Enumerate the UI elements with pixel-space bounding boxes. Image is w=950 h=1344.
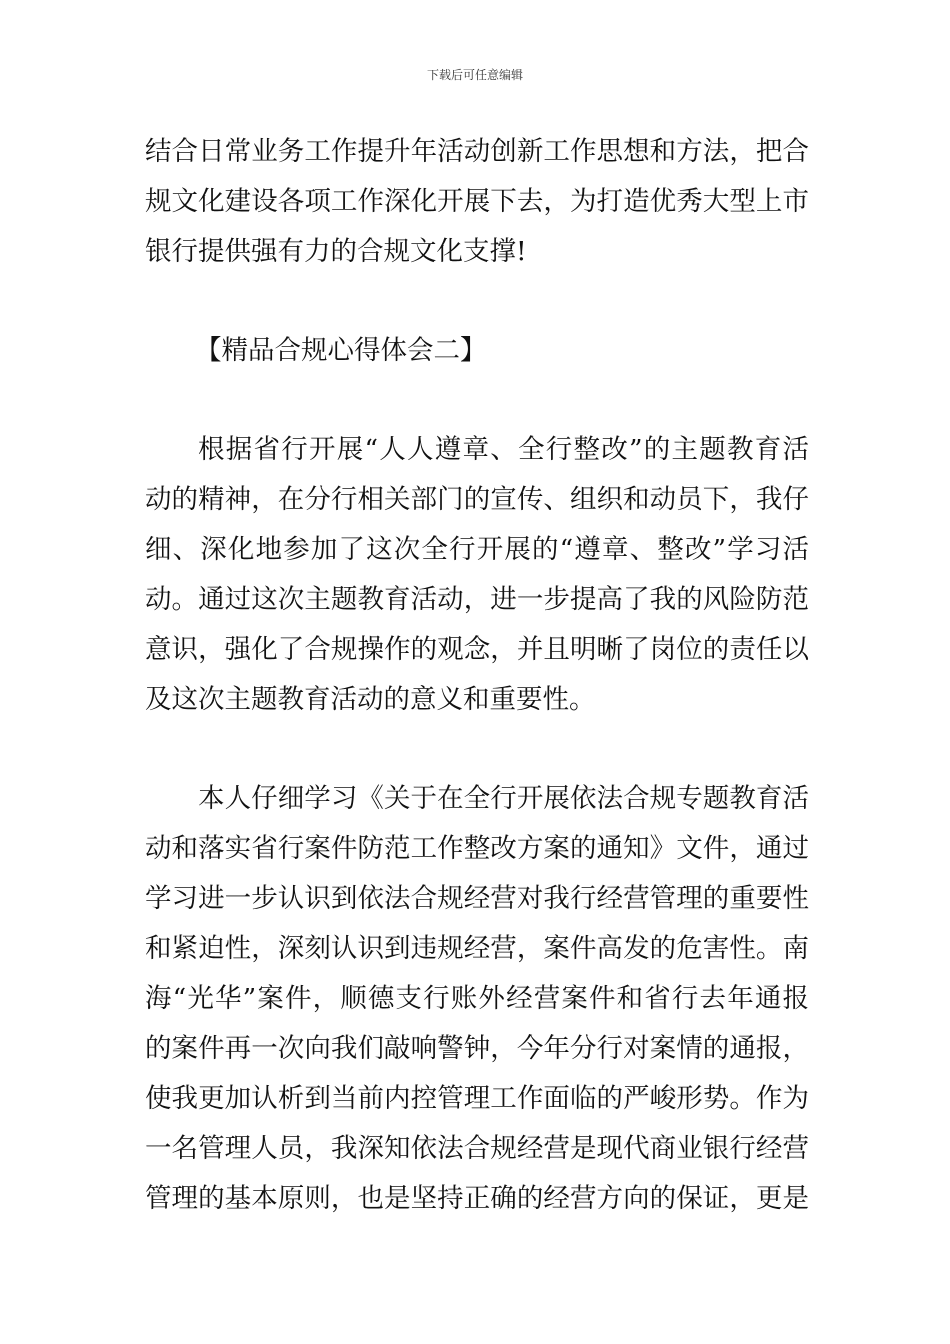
page-header-note: 下载后可任意编辑 bbox=[426, 68, 523, 82]
paragraph-line: 使我更加认析到当前内控管理工作面临的严峻形势。作为 bbox=[145, 1083, 809, 1114]
paragraph-line: 银行提供强有力的合规文化支撑! bbox=[145, 236, 527, 267]
paragraph-line: 动。通过这次主题教育活动，进一步提高了我的风险防范 bbox=[145, 584, 809, 615]
paragraph-line: 管理的基本原则，也是坚持正确的经营方向的保证，更是 bbox=[145, 1183, 809, 1214]
paragraph-line: 的案件再一次向我们敲响警钟，今年分行对案情的通报， bbox=[145, 1033, 809, 1064]
paragraph-line: 动和落实省行案件防范工作整改方案的通知》文件，通过 bbox=[145, 833, 809, 864]
paragraph-line: 规文化建设各项工作深化开展下去，为打造优秀大型上市 bbox=[145, 186, 809, 217]
paragraph-line: 意识，强化了合规操作的观念，并且明晰了岗位的责任以 bbox=[145, 634, 809, 665]
paragraph-line: 海“光华”案件，顺德支行账外经营案件和省行去年通报 bbox=[145, 983, 809, 1014]
paragraph-line: 及这次主题教育活动的意义和重要性。 bbox=[145, 684, 596, 715]
paragraph-line: 细、深化地参加了这次全行开展的“遵章、整改”学习活 bbox=[145, 534, 809, 565]
document-body bbox=[145, 127, 809, 1224]
paragraph-line: 本人仔细学习《关于在全行开展依法合规专题教育活 bbox=[198, 783, 809, 814]
paragraph-2 bbox=[145, 425, 809, 725]
paragraph-line: 结合日常业务工作提升年活动创新工作思想和方法，把合 bbox=[145, 136, 809, 167]
paragraph-line: 根据省行开展“人人遵章、全行整改”的主题教育活 bbox=[198, 434, 809, 465]
paragraph-line: 和紧迫性，深刻认识到违规经营，案件高发的危害性。南 bbox=[145, 933, 809, 964]
paragraph-line: 学习进一步认识到依法合规经营对我行经营管理的重要性 bbox=[145, 883, 809, 914]
paragraph-line: 一名管理人员，我深知依法合规经营是现代商业银行经营 bbox=[145, 1133, 809, 1164]
paragraph-1 bbox=[145, 127, 809, 277]
paragraph-line: 动的精神，在分行相关部门的宣传、组织和动员下，我仔 bbox=[145, 484, 809, 515]
section-title: 【精品合规心得体会二】 bbox=[195, 335, 487, 366]
paragraph-3 bbox=[145, 774, 809, 1224]
